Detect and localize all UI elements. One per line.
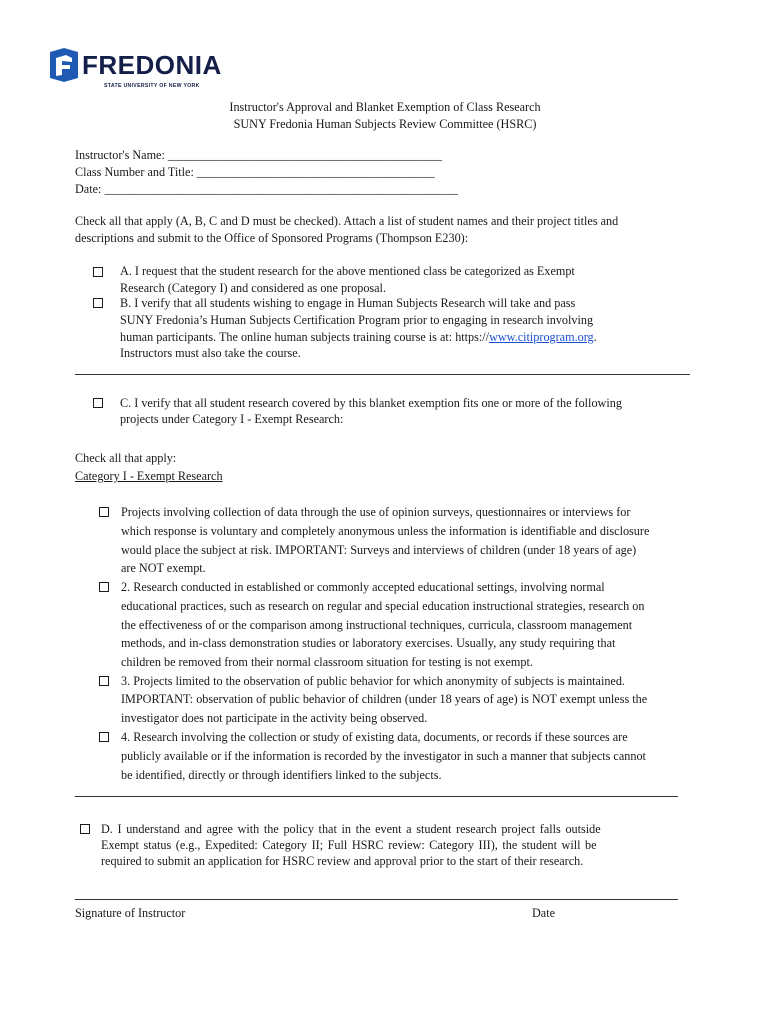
category-2-line-4: methods, and in-class demonstration studies or laboratory exercises. Usually, any study requiring that (121, 636, 616, 650)
item-b-line-2: SUNY Fredonia’s Human Subjects Certification Program prior to engaging in research involving (120, 313, 594, 327)
category-2-line-1: 2. Research conducted in established or commonly accepted educational settings, involving normal (121, 580, 605, 594)
item-d-line-1: D. I understand and agree with the policy that in the event a student research project falls outside (101, 822, 601, 836)
item-b-line-4: Instructors must also take the course. (120, 346, 301, 360)
logo-subtitle: STATE UNIVERSITY OF NEW YORK (104, 83, 200, 89)
category-4-line-3: be identified, directly or through identifiers linked to the subjects. (121, 768, 442, 782)
item-b-line-1: B. I verify that all students wishing to engage in Human Subjects Research will take and pass (120, 296, 576, 310)
category-2-line-5: children be removed from their normal classroom situation for testing is not exempt. (121, 655, 533, 669)
citi-program-link[interactable]: www.citiprogram.org (489, 330, 594, 344)
category-1-line-1: Projects involving collection of data through the use of opinion surveys, questionnaires or interviews for (121, 505, 631, 519)
item-b-line-3-text: human participants. The online human subjects training course is at: https:// (120, 330, 490, 344)
document-subtitle: SUNY Fredonia Human Subjects Review Committee (HSRC) (233, 117, 537, 131)
checkbox-c[interactable] (93, 398, 103, 408)
checkbox-category-2[interactable] (99, 582, 109, 592)
fredonia-logo (50, 48, 250, 94)
item-c-line-1: C. I verify that all student research covered by this blanket exemption fits one or more of the following (120, 396, 622, 410)
category-1-line-4: are NOT exempt. (121, 561, 206, 575)
category-4-line-2: publicly available or if the information is recorded by the investigator in such a manner that subjects cannot (121, 749, 646, 763)
category-1-line-2: which response is voluntary and completely anonymous unless the information is identifiable and disclosure (121, 524, 650, 538)
signature-date-label: Date (532, 906, 556, 920)
category-3-line-1: 3. Projects limited to the observation of public behavior for which anonymity of subjects is maintained. (121, 674, 625, 688)
item-d-line-2: Exempt status (e.g., Expedited: Category II; Full HSRC review: Category III), the student will be (101, 838, 597, 852)
class-number-field[interactable]: Class Number and Title: _______________________________________ (75, 165, 435, 179)
checkbox-category-1[interactable] (99, 507, 109, 517)
divider-1 (75, 374, 690, 375)
intro-line-1: Check all that apply (A, B, C and D must be checked). Attach a list of student names and their project titles and (75, 214, 619, 228)
document-title: Instructor's Approval and Blanket Exemption of Class Research (229, 100, 541, 114)
item-b-line-3-period: . (593, 330, 597, 344)
checkbox-d[interactable] (80, 824, 90, 834)
category-3-line-3: investigator does not participate in the activity being observed. (121, 711, 428, 725)
category-heading: Category I - Exempt Research (75, 469, 223, 483)
date-field[interactable]: Date: __________________________________________________________ (75, 182, 458, 196)
check-all-label: Check all that apply: (75, 451, 177, 465)
item-b-line-3 (120, 330, 597, 345)
fredonia-emblem-icon (50, 48, 80, 82)
intro-line-2: descriptions and submit to the Office of Sponsored Programs (Thompson E230): (75, 231, 469, 245)
item-c-line-2: projects under Category I - Exempt Research: (120, 412, 344, 426)
item-d-line-3: required to submit an application for HSRC review and approval prior to the start of their research. (101, 854, 584, 868)
category-3-line-2: IMPORTANT: observation of public behavior of children (under 18 years of age) is NOT exempt unless the (121, 692, 648, 706)
checkbox-a[interactable] (93, 267, 103, 277)
checkbox-b[interactable] (93, 298, 103, 308)
category-2-line-3: the effectiveness of or the comparison among instructional techniques, curricula, classroom management (121, 618, 633, 632)
divider-2 (75, 796, 678, 797)
category-4-line-1: 4. Research involving the collection or study of existing data, documents, or records if these sources are (121, 730, 628, 744)
item-a-line-1: A. I request that the student research for the above mentioned class be categorized as Exempt (120, 264, 575, 278)
signature-line[interactable] (75, 899, 678, 900)
item-a-line-2: Research (Category I) and considered as one proposal. (120, 281, 386, 295)
signature-label: Signature of Instructor (75, 906, 186, 920)
checkbox-category-3[interactable] (99, 676, 109, 686)
category-2-line-2: educational practices, such as research on regular and special education instructional strategies, research on (121, 599, 645, 613)
category-1-line-3: would place the subject at risk. IMPORTANT: Surveys and interviews of children (under 18 years of age) (121, 543, 637, 557)
instructor-name-field[interactable]: Instructor's Name: _____________________________________________ (75, 148, 443, 162)
logo-name: FREDONIA (82, 50, 222, 80)
checkbox-category-4[interactable] (99, 732, 109, 742)
